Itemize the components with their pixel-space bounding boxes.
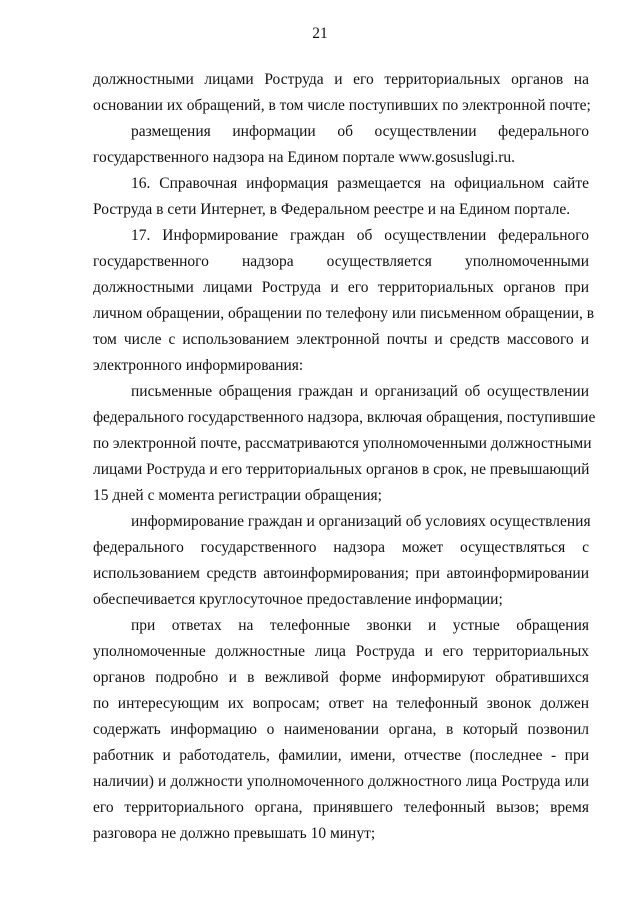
text-line: федерального государственного надзора, включая обращения, поступившие [93, 409, 596, 426]
text-line: при ответах на телефонные звонки и устные обращения [131, 617, 589, 634]
paragraph-publication [93, 119, 589, 171]
paragraph-written-requests [93, 379, 596, 509]
text-line: обеспечивается круглосуточное предоставление информации; [93, 591, 503, 608]
text-line: государственного надзора осуществляется уполномоченными [93, 253, 589, 270]
text-line: 17. Информирование граждан об осуществлении федерального [131, 227, 589, 244]
paragraph-autoinforming [93, 509, 589, 613]
paragraph-continuation [93, 67, 589, 119]
text-line: использованием средств автоинформирования; при автоинформировании [93, 565, 589, 582]
text-line: должностными лицами Роструда и его территориальных органов при [93, 279, 589, 296]
body-text [93, 67, 596, 847]
page-number: 21 [312, 25, 328, 42]
text-line: 16. Справочная информация размещается на официальном сайте [131, 175, 589, 192]
paragraph-item-17 [93, 223, 595, 379]
text-line: электронного информирования: [93, 357, 304, 374]
text-line: его территориального органа, принявшего телефонный вызов; время [93, 799, 589, 816]
paragraph-phone-calls [93, 613, 589, 847]
text-line: Роструда в сети Интернет, в Федеральном реестре и на Едином портале. [93, 201, 571, 218]
text-line: государственного надзора на Едином портале www.gosuslugi.ru. [93, 149, 516, 166]
text-line: 15 дней с момента регистрации обращения; [93, 487, 382, 504]
text-line: органов подробно и в вежливой форме информируют обратившихся [93, 669, 589, 686]
text-line: уполномоченные должностные лица Роструда и его территориальных [93, 643, 589, 660]
text-line: личном обращении, обращении по телефону или письменном обращении, в [93, 305, 595, 322]
text-line: содержать информацию о наименовании органа, в который позвонил [93, 721, 589, 738]
text-line: письменные обращения граждан и организаций об осуществлении [131, 383, 589, 400]
text-line: федерального государственного надзора может осуществляться с [93, 539, 589, 556]
text-line: основании их обращений, в том числе поступивших по электронной почте; [93, 97, 591, 114]
text-line: по интересующим их вопросам; ответ на телефонный звонок должен [93, 695, 589, 712]
text-line: разговора не должно превышать 10 минут; [93, 825, 376, 842]
text-line: должностными лицами Роструда и его территориальных органов на [93, 71, 589, 88]
paragraph-item-16 [93, 171, 589, 223]
text-line: наличии) и должности уполномоченного должностного лица Роструда или [93, 773, 589, 790]
text-line: информирование граждан и организаций об условиях осуществления [131, 513, 591, 530]
text-line: лицами Роструда и его территориальных органов в срок, не превышающий [93, 461, 590, 478]
text-line: по электронной почте, рассматриваются уполномоченными должностными [93, 435, 592, 452]
text-line: том числе с использованием электронной почты и средств массового и [93, 331, 589, 348]
text-line: работник и работодатель, фамилии, имени, отчестве (последнее - при [93, 747, 589, 764]
text-line: размещения информации об осуществлении федерального [131, 123, 589, 140]
